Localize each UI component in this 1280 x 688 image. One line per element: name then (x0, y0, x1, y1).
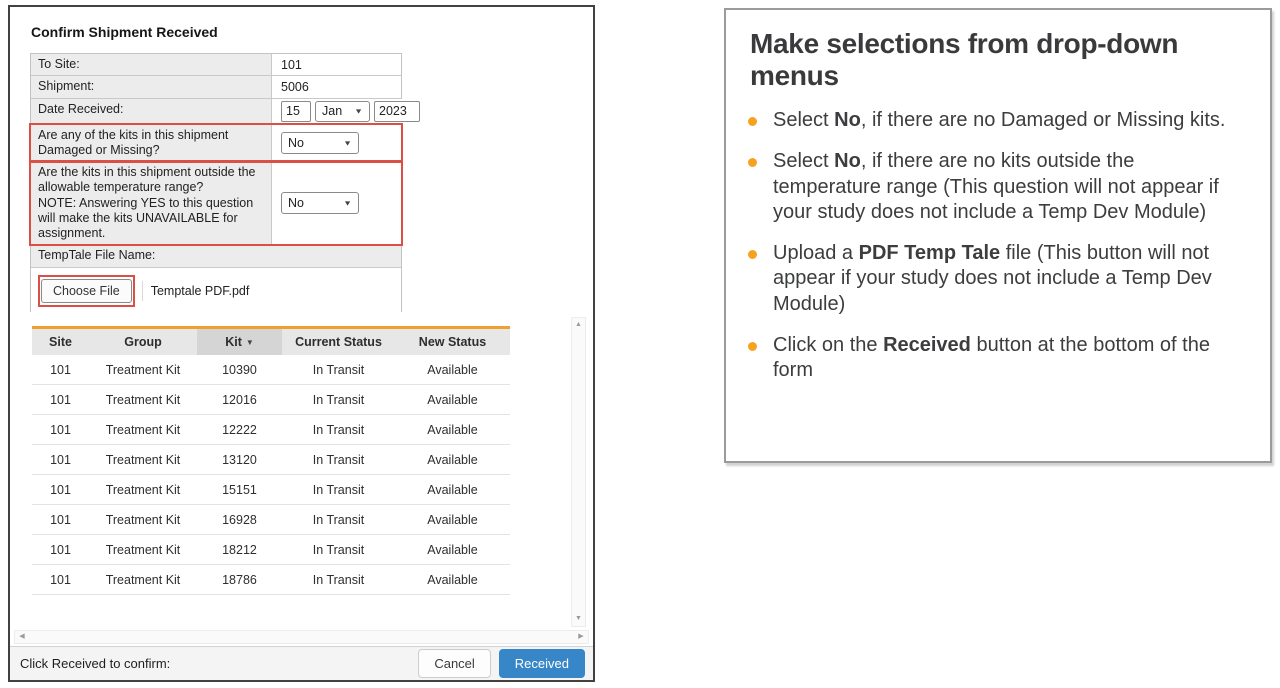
kit-table-cell: Treatment Kit (105, 572, 181, 587)
kit-table-cell: In Transit (312, 422, 365, 437)
kit-table-cell: Available (427, 422, 478, 437)
to-site-label: To Site: (31, 54, 272, 75)
kit-table-cell: 15151 (222, 482, 257, 497)
kit-table-cell: Available (427, 392, 478, 407)
confirm-shipment-dialog (8, 5, 595, 682)
kit-table-cell: Treatment Kit (105, 452, 181, 467)
kit-table-cell: Treatment Kit (105, 362, 181, 377)
temperature-label-note: NOTE: Answering YES to this question will make the kits UNAVAILABLE for assignment. (38, 195, 254, 240)
kit-table-cell: In Transit (312, 392, 365, 407)
kit-list-scroll-area (12, 312, 591, 629)
bullet-text: Select No, if there are no Damaged or Missing kits. (773, 109, 1226, 132)
temperature-label (31, 162, 272, 244)
received-button[interactable]: Received (499, 649, 585, 678)
bullet-icon (748, 342, 757, 351)
column-header-label: New Status (418, 335, 487, 349)
kit-table-cell: In Transit (312, 482, 365, 497)
kit-table-cell: Treatment Kit (105, 542, 181, 557)
choose-file-button[interactable]: Choose File (41, 279, 132, 303)
shipment-value: 5006 (272, 76, 401, 97)
scroll-right-icon[interactable]: ▶ (578, 633, 584, 640)
form-row-damaged-missing (31, 125, 401, 163)
kit-table-cell: 12222 (222, 422, 257, 437)
kit-table-cell: 101 (50, 482, 71, 497)
temp-range-select[interactable] (281, 192, 359, 214)
bullet-icon (748, 158, 757, 167)
temptale-file-label: TempTale File Name: (31, 245, 401, 266)
shipment-form (30, 53, 402, 316)
kit-table-cell: In Transit (312, 512, 365, 527)
instruction-bullet (748, 149, 1252, 226)
kit-table-cell: 18786 (222, 572, 257, 587)
damaged-missing-select[interactable] (281, 132, 359, 154)
temperature-label-question: Are the kits in this shipment outside the allowable temperature range? (38, 165, 256, 195)
shipment-label: Shipment: (31, 76, 272, 97)
damaged-missing-label: Are any of the kits in this shipment Damaged or Missing? (31, 125, 272, 162)
column-header-kit[interactable] (197, 329, 282, 355)
column-header-label: Kit (225, 335, 242, 349)
scroll-up-icon[interactable]: ▲ (575, 321, 582, 328)
column-header-new-status[interactable] (395, 329, 510, 355)
form-row-date-received (31, 99, 401, 125)
sort-desc-icon: ▼ (245, 337, 254, 347)
column-header-group[interactable] (89, 329, 197, 355)
kit-table-cell: 18212 (222, 542, 257, 557)
kit-table-cell: Available (427, 542, 478, 557)
instruction-bullet (748, 333, 1252, 384)
kit-table-cell: Available (427, 512, 478, 527)
kit-table-row (32, 355, 510, 385)
kit-table-cell: 13120 (222, 452, 257, 467)
form-row-temptale (31, 245, 401, 267)
kit-table-cell: In Transit (312, 572, 365, 587)
bullet-text: Select No, if there are no kits outside the temperature range (This question will not appear if your study does not include a Temp Dev Module) (773, 149, 1219, 224)
instructions-list (748, 108, 1252, 383)
kit-table-cell: Treatment Kit (105, 392, 181, 407)
cancel-button[interactable]: Cancel (418, 649, 490, 678)
chevron-down-icon: ▼ (354, 107, 363, 115)
form-row-to-site (31, 54, 401, 76)
kit-table-cell: 101 (50, 362, 71, 377)
dialog-footer (10, 646, 593, 680)
kit-table-row (32, 445, 510, 475)
column-header-label: Group (124, 335, 162, 349)
kit-table-cell: In Transit (312, 362, 365, 377)
kit-table-row (32, 415, 510, 445)
kit-table-row (32, 385, 510, 415)
kit-table-row (32, 535, 510, 565)
kit-table-cell: 101 (50, 572, 71, 587)
kit-table-row (32, 505, 510, 535)
horizontal-scrollbar[interactable] (14, 630, 589, 644)
kit-table-cell: 16928 (222, 512, 257, 527)
form-row-file-upload (31, 268, 401, 315)
column-header-label: Current Status (295, 335, 382, 349)
instructions-panel (724, 8, 1272, 463)
kit-table-body (32, 355, 510, 595)
date-received-controls (272, 99, 429, 124)
file-divider (142, 281, 143, 301)
column-header-current-status[interactable] (282, 329, 395, 355)
bullet-icon (748, 117, 757, 126)
damaged-missing-value: No (288, 135, 304, 150)
kit-table-cell: Treatment Kit (105, 422, 181, 437)
kit-table-cell: Available (427, 452, 478, 467)
date-day-input[interactable] (281, 101, 311, 122)
kit-table-row (32, 565, 510, 595)
form-row-temperature (31, 162, 401, 245)
column-header-site[interactable] (32, 329, 89, 355)
kit-table-header (32, 329, 510, 355)
chevron-down-icon: ▼ (343, 138, 352, 147)
instructions-title: Make selections from drop-down menus (750, 28, 1179, 92)
kit-table-cell: 101 (50, 452, 71, 467)
kit-table-cell: Treatment Kit (105, 512, 181, 527)
scroll-down-icon[interactable]: ▼ (575, 615, 582, 622)
to-site-value: 101 (272, 54, 401, 75)
dialog-title: Confirm Shipment Received (31, 24, 218, 40)
kit-table-cell: 101 (50, 422, 71, 437)
form-row-shipment (31, 76, 401, 98)
kit-table-cell: 101 (50, 542, 71, 557)
kit-table-cell: 101 (50, 392, 71, 407)
column-header-label: Site (49, 335, 72, 349)
bullet-text: Upload a PDF Temp Tale file (This button will not appear if your study does not include a Temp Dev Module) (773, 241, 1212, 315)
kit-table (32, 326, 510, 595)
kit-table-cell: In Transit (312, 452, 365, 467)
month-select-value: Jan (322, 104, 343, 118)
footer-confirm-label: Click Received to confirm: (20, 656, 171, 671)
kit-table-row (32, 475, 510, 505)
kit-table-cell: 101 (50, 512, 71, 527)
kit-table-cell: In Transit (312, 542, 365, 557)
kit-table-cell: Available (427, 362, 478, 377)
temp-range-value: No (288, 196, 304, 211)
bullet-text: Click on the Received button at the bottom of the form (773, 333, 1210, 382)
kit-table-cell: 12016 (222, 392, 257, 407)
instruction-bullet (748, 241, 1252, 318)
date-received-label: Date Received: (31, 99, 272, 124)
kit-table-cell: Available (427, 482, 478, 497)
chevron-down-icon: ▼ (343, 199, 352, 208)
kit-table-cell: 10390 (222, 362, 257, 377)
instruction-bullet (748, 108, 1252, 134)
vertical-scrollbar[interactable] (571, 317, 586, 627)
scroll-left-icon[interactable]: ◀ (19, 633, 25, 640)
bullet-icon (748, 250, 757, 259)
kit-table-cell: Available (427, 572, 478, 587)
date-year-input[interactable] (374, 101, 420, 122)
date-month-select[interactable] (315, 101, 370, 122)
kit-table-cell: Treatment Kit (105, 482, 181, 497)
uploaded-file-name: Temptale PDF.pdf (150, 283, 250, 298)
